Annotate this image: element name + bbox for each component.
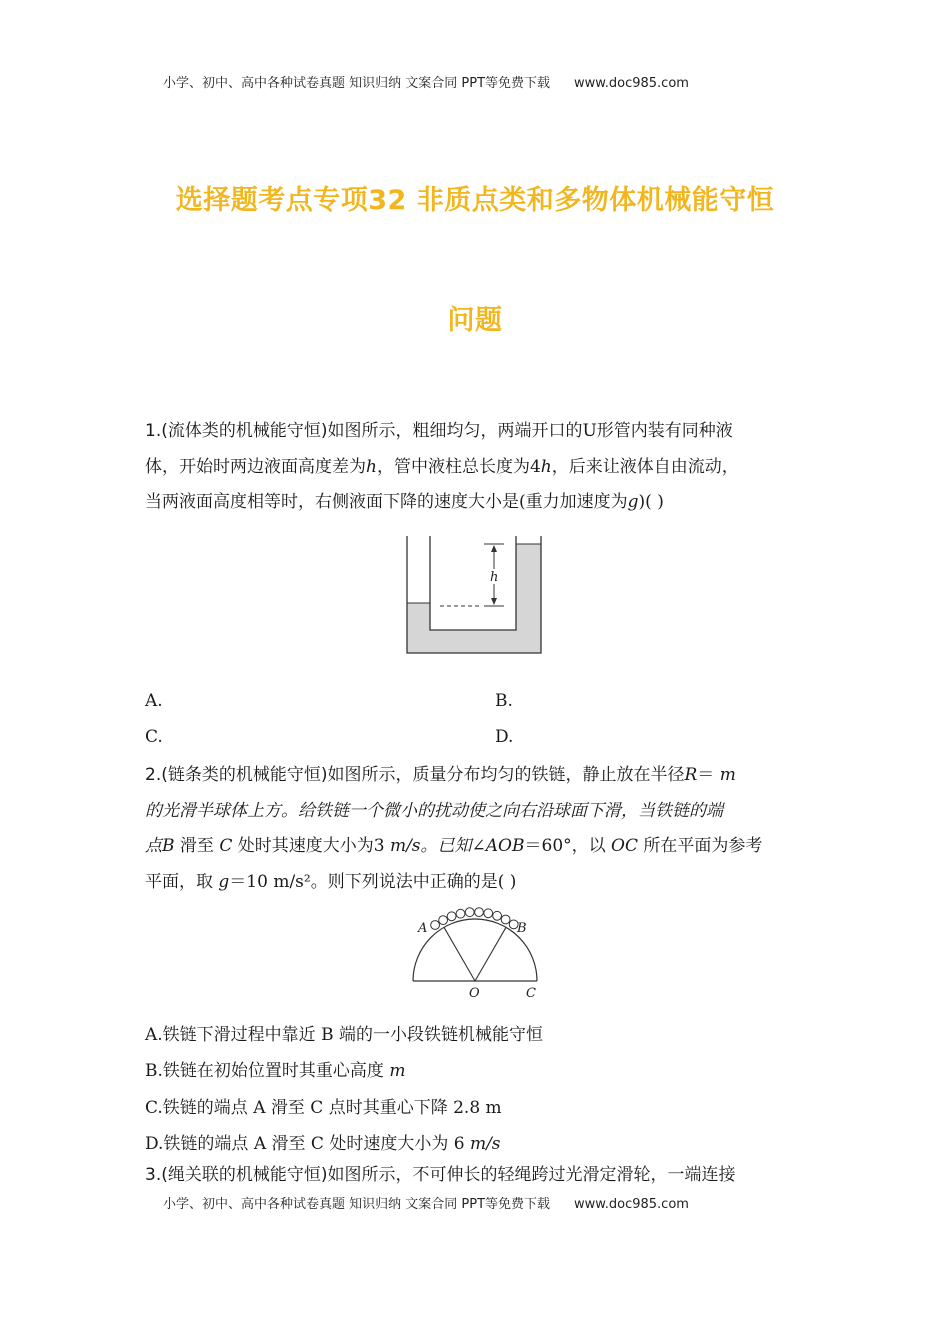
- figure-label-h: h: [490, 570, 499, 585]
- chain-bead: [447, 912, 456, 921]
- footer-text: 小学、初中、高中各种试卷真题 知识归纳 文案合同 PPT等免费下载: [163, 1197, 551, 1212]
- q1-option-a[interactable]: A.: [145, 691, 163, 711]
- chain-bead: [465, 908, 474, 917]
- chain-bead: [456, 909, 465, 918]
- figure-label-a: A: [418, 921, 428, 936]
- q1-line-3: 当两液面高度相等时，右侧液面下降的速度大小是(重力加速度为g)( ): [145, 492, 664, 512]
- q2-line-4: 平面，取 g＝10 m/s²。则下列说法中正确的是( ): [145, 871, 517, 892]
- q1-line-1: 1.(流体类的机械能守恒)如图所示，粗细均匀，两端开口的U形管内装有同种液: [145, 421, 733, 441]
- page-footer: [163, 1193, 689, 1212]
- chain-bead: [493, 911, 502, 920]
- chain-bead: [475, 908, 484, 917]
- q2-option-d[interactable]: D.铁链的端点 A 滑至 C 处时速度大小为 6 m/s: [145, 1134, 501, 1154]
- q2-line-3: 点B 滑至 C 处时其速度大小为3 m/s。已知∠AOB＝60°，以 OC 所在平面为参考: [145, 836, 763, 856]
- page-header: [163, 72, 689, 91]
- question-2: [145, 758, 815, 900]
- page-title: 选择题考点专项32 非质点类和多物体机械能守恒: [175, 185, 775, 216]
- q1-line-2: 体，开始时两边液面高度差为h，管中液柱总长度为4h，后来让液体自由流动，: [145, 456, 739, 477]
- chain-bead: [431, 921, 440, 930]
- header-text: 小学、初中、高中各种试卷真题 知识归纳 文案合同 PPT等免费下载: [163, 76, 551, 91]
- page-title-continued: 问题: [447, 305, 503, 336]
- q2-line-2: 的光滑半球体上方。给铁链一个微小的扰动使之向右沿球面下滑，当铁链的端: [145, 800, 723, 821]
- footer-url[interactable]: www.doc985.com: [574, 1197, 689, 1212]
- q2-tag: 2.(链条类的机械能守恒): [145, 765, 328, 785]
- q2-option-b[interactable]: B.铁链在初始位置时其重心高度 m: [145, 1061, 406, 1081]
- q2-line-1: 2.(链条类的机械能守恒)如图所示，质量分布均匀的铁链，静止放在半径R＝ m: [145, 765, 736, 785]
- question-3: [145, 1158, 815, 1194]
- chain-bead: [439, 916, 448, 925]
- q1-tag: 1.(流体类的机械能守恒): [145, 421, 328, 441]
- hemisphere-chain-figure: [405, 903, 550, 1000]
- header-url[interactable]: www.doc985.com: [574, 76, 689, 91]
- figure-label-c: C: [526, 986, 536, 1000]
- figure-label-o: O: [469, 986, 480, 1000]
- q3-tag: 3.(绳关联的机械能守恒): [145, 1165, 328, 1185]
- chain-bead: [484, 909, 493, 918]
- q1-option-c[interactable]: C.: [145, 727, 163, 747]
- figure-label-b: B: [517, 921, 527, 936]
- question-1: [145, 414, 815, 521]
- q2-option-a[interactable]: A.铁链下滑过程中靠近 B 端的一小段铁链机械能守恒: [145, 1025, 543, 1045]
- q3-line-1: 3.(绳关联的机械能守恒)如图所示，不可伸长的轻绳跨过光滑定滑轮，一端连接: [145, 1165, 736, 1185]
- chain-bead: [501, 915, 510, 924]
- u-tube-figure: [400, 532, 550, 662]
- q1-option-d[interactable]: D.: [495, 727, 514, 747]
- q2-option-c[interactable]: C.铁链的端点 A 滑至 C 点时其重心下降 2.8 m: [145, 1098, 502, 1118]
- q1-option-b[interactable]: B.: [495, 691, 513, 711]
